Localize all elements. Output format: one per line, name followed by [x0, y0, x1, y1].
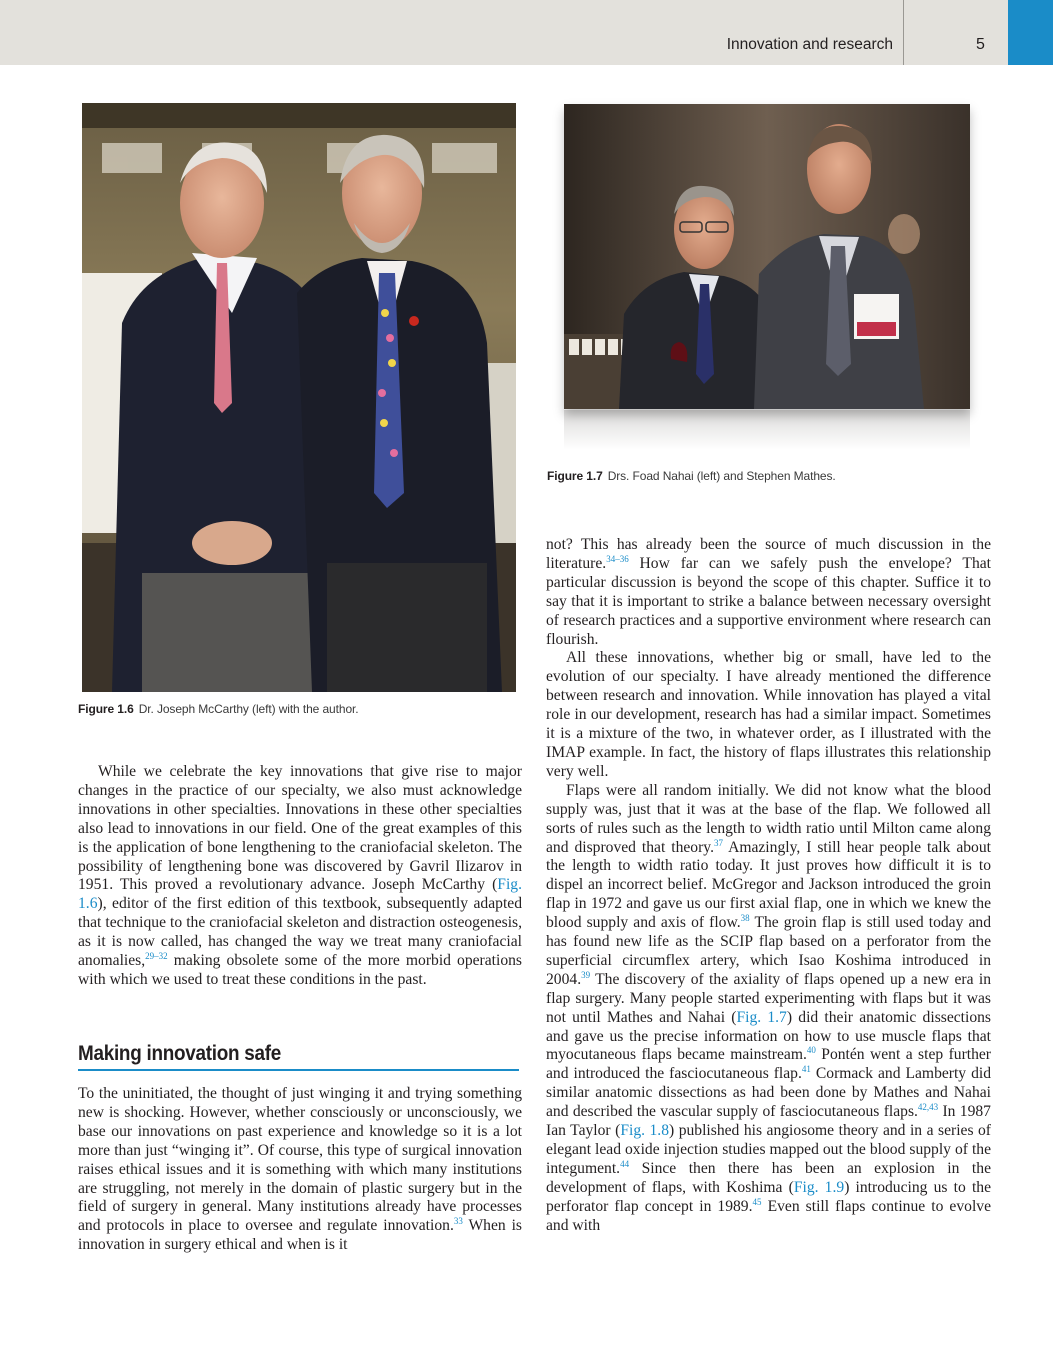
paragraph-continuation — [546, 536, 991, 649]
citation-superscript[interactable]: 34–36 — [606, 553, 629, 564]
figure-1-7-text: Drs. Foad Nahai (left) and Stephen Mathes. — [607, 469, 836, 483]
left-column-top — [78, 763, 522, 990]
section-heading: Making innovation safe — [78, 1042, 519, 1071]
paragraph-bone-lengthening — [78, 763, 522, 990]
citation-superscript[interactable]: 44 — [620, 1158, 630, 1169]
right-column — [546, 536, 991, 1236]
text-run: ) did their anatomic dissections and gave us the precise information on how to use muscle flaps that myocutaneous flaps became mainstream. — [546, 1008, 991, 1064]
text-run: The groin flap is still used today and has found new life as the SCIP flap based on a perforator from the superficial circumflex artery, which Isao Koshima introduced in 2004. — [546, 914, 991, 988]
text-run: making obsolete some of the more morbid operations with which we used to treat these conditions in the past. — [78, 952, 522, 988]
figure-reference-link[interactable]: Fig. 1.9 — [793, 1178, 845, 1196]
citation-superscript[interactable]: 39 — [581, 969, 591, 980]
citation-superscript[interactable]: 41 — [801, 1064, 811, 1075]
figure-1-7-illustration — [564, 104, 970, 409]
citation-superscript[interactable]: 37 — [713, 837, 723, 848]
text-run: not? This has already been the source of much discussion in the literature. — [546, 536, 991, 572]
figure-1-7-reflection — [564, 410, 970, 450]
text-run: To the uninitiated, the thought of just winging it and trying something new is shocking. However, whether consciously or unconsciously, we base our innovations on past experience and knowledge so it is a lot more than just “winging it”. Of course, this type of surgical innovation raises ethical issues and it is something with which many institutions are struggling, not merely in the domain of plastic surgery but in the field of surgery in general. Many institutions already have processes and protocols in place to oversee and regulate innovation. — [78, 1085, 522, 1235]
text-run: The discovery of the axiality of flaps opened up a new era in flap surgery. Many people started experimenting with flaps but it was not until Mathes and Nahai ( — [546, 970, 991, 1026]
citation-superscript[interactable]: 38 — [740, 913, 750, 924]
paragraph-innovations-evolution: All these innovations, whether big or small, have led to the evolution of our specialty. I have already mentioned the difference between research and innovation. While innovation has played a vital role in our development, research has had a similar impact. Sometimes it is a mixture of the two, in whatever order, as I illustrated with the IMAP example. In fact, the history of flaps illustrates this relationship very well. — [546, 649, 991, 780]
figure-1-7-caption — [547, 469, 836, 483]
left-column-bottom — [78, 1085, 522, 1255]
figure-1-6-text: Dr. Joseph McCarthy (left) with the author. — [138, 702, 359, 716]
paragraph-history-of-flaps — [546, 782, 991, 1236]
text-run: Cormack and Lamberty did similar anatomic dissections as had been done by Mathes and Nahai and described the vascular supply of fasciocutaneous flaps. — [546, 1065, 992, 1121]
text-run: ), editor of the first edition of this textbook, subsequently adapted that technique to the craniofacial skeleton and distraction osteogenesis, as it is now called, has changed the way we treat many craniofacial anomalies, — [78, 895, 522, 970]
figure-1-6-caption — [78, 702, 358, 716]
text-run: When is innovation in surgery ethical and when is it — [78, 1217, 522, 1254]
running-title: Innovation and research — [726, 36, 893, 53]
citation-superscript[interactable]: 40 — [806, 1045, 816, 1056]
text-run: Even still flaps continue to evolve and with — [546, 1197, 991, 1234]
citation-superscript[interactable]: 29–32 — [145, 951, 168, 962]
citation-superscript[interactable]: 45 — [752, 1196, 762, 1207]
figure-1-6-illustration — [82, 103, 516, 692]
figure-reference-link[interactable]: Fig. 1.6 — [78, 876, 522, 913]
text-run: How far can we safely push the envelope? That particular discussion is beyond the scope of this chapter. Suffice it to say that it is important to strike a balance between necessary oversight of research practices and a supportive environment where research can flourish. — [546, 554, 991, 648]
page-number: 5 — [976, 36, 985, 53]
text-run: In 1987 Ian Taylor ( — [546, 1103, 991, 1140]
figure-1-7-label: Figure 1.7 — [547, 469, 603, 483]
header-divider — [903, 0, 904, 65]
figure-reference-link[interactable]: Fig. 1.7 — [736, 1008, 787, 1026]
text-run: Flaps were all random initially. We did not know what the blood supply was, just that it was at the base of the flap. We followed all sorts of rules such as the length to width ratio until Milton came along and disproved that theory. — [546, 781, 991, 856]
figure-1-7-photo — [564, 104, 970, 409]
text-run: Since then there has been an explosion in the development of flaps, with Koshima ( — [546, 1159, 991, 1196]
text-run: ) published his angiosome theory and in a series of elegant lead oxide injection studies mapped out the blood supply of the integument. — [546, 1122, 992, 1177]
chapter-tab — [1008, 0, 1053, 65]
text-run: ) introducing us to the perforator flap concept in 1989. — [546, 1178, 991, 1215]
text-run: While we celebrate the key innovations that give rise to major changes in the practice of our specialty, we also must acknowledge innovations in other specialties. Innovations in these other specialties also lead to innovations in our field. One of the great examples of this is the application of bone lengthening to the craniofacial skeleton. The possibility of lengthening bone was discovered by Gavril Ilizarov in 1951. This proved a revolutionary advance. Joseph McCarthy ( — [78, 763, 522, 894]
citation-superscript[interactable]: 33 — [453, 1216, 463, 1227]
running-header — [0, 0, 1053, 65]
figure-1-6-photo — [82, 103, 516, 692]
figure-reference-link[interactable]: Fig. 1.8 — [620, 1122, 670, 1140]
paragraph-uninitiated — [78, 1085, 522, 1255]
text-run: Amazingly, I still hear people talk about the length to width ratio today. It just proves how difficult it is to dispel an incorrect belief. McGregor and Jackson introduced the groin flap in 1972 and gave us our first axial flap, one in which we knew the blood supply and axis of flow. — [546, 838, 991, 932]
citation-superscript[interactable]: 42,43 — [917, 1102, 939, 1113]
text-run: Pontén went a step further and introduced the fasciocutaneous flap. — [546, 1046, 992, 1083]
figure-1-6-label: Figure 1.6 — [78, 702, 134, 716]
